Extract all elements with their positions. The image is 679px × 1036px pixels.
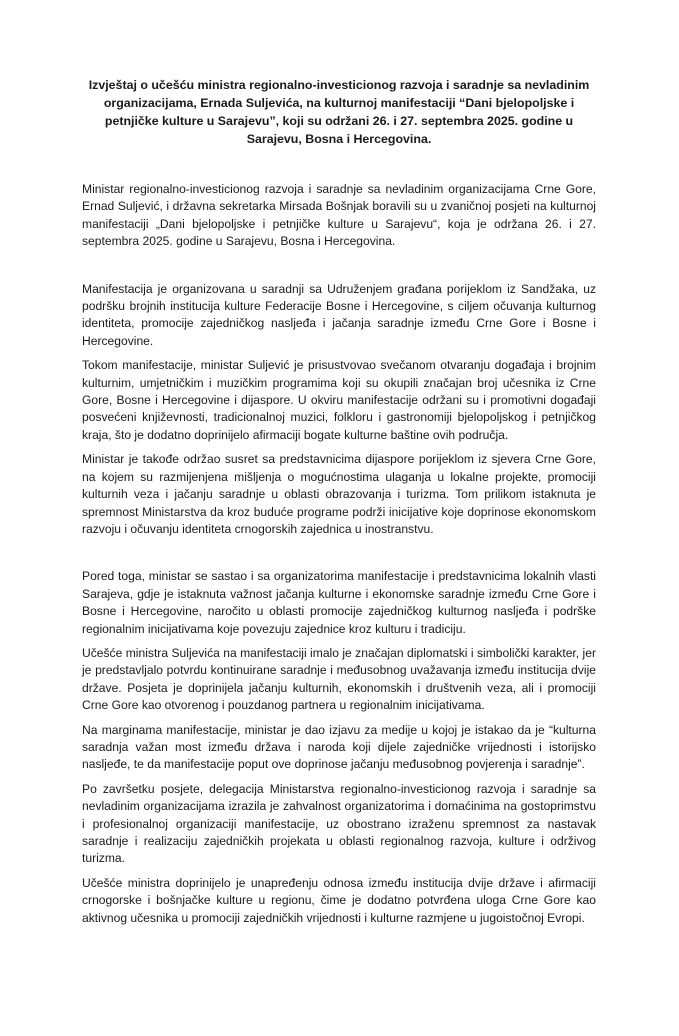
paragraph-gratitude: Po završetku posjete, delegacija Ministarstva regionalno-investicionog razvoja i saradnje sa nevladinim organizacijama izrazila je zahvalnost organizatorima i domaćinima na gostoprimstvu i profesionalnoj organizaciji manifestacije, uz obostrano izraženu spremnost za nastavak saradnje i realizaciju zajedničkih projekata u oblasti regionalnog razvoja, kulture i održivog turizma. [82,781,596,866]
paragraph-diaspora-meeting: Ministar je takođe održao susret sa predstavnicima dijaspore porijeklom iz sjevera Crne Gore, na kojem su razmijenjena mišljenja o mogućnostima ulaganja u lokalne projekte, promociji kulturnih veza i jačanju saradnje u oblasti obrazovanja i turizma. Tom prilikom istaknuta je spremnost Ministarstva da kroz buduće programe podrži inicijative koje doprinose ekonomskom razvoju i očuvanju identiteta crnogorskih zajednica u inostranstvu. [82,452,596,536]
paragraph-intro: Ministar regionalno-investicionog razvoja i saradnje sa nevladinim organizacijama Crne Gore, Ernad Suljević, i državna sekretarka Mirsada Bošnjak boravili su u zvaničnoj posjeti na kulturnoj manifestaciji „Dani bjelopoljske i petnjičke kulture u Sarajevu“, koja je održana 26. i 27. septembra 2025. godine u Sarajevu, Bosna i Hercegovina. [82,182,596,249]
document-page [0,76,679,1036]
paragraph-diplomatic-significance: Učešće ministra Suljevića na manifestaciji imalo je značajan diplomatski i simbolički karakter, jer je predstavljalo potvrdu kontinuirane saradnje i međusobnog uvažavanja između institucija dvije države. Posjeta je doprinijela jačanju kulturnih, ekonomskih i društvenih veza, ali i promociji Crne Gore kao otvorenog i pouzdanog partnera u regionalnim inicijativama. [82,645,596,713]
paragraph-media-statement: Na marginama manifestacije, ministar je dao izjavu za medije u kojoj je istakao da je “kulturna saradnja važan most između država i naroda koji dijele zajedničke vrijednosti i istorijsko nasljeđe, te da manifestacije poput ove doprinose jačanju međusobnog povjerenja i saradnje”. [82,722,596,772]
document-title: Izvještaj o učešću ministra regionalno-investicionog razvoja i saradnje sa nevladinim organizacijama, Ernada Suljevića, na kulturnoj manifestaciji “Dani bjelopoljske i petnjičke kulture u Sarajevu”, koji su održani 26. i 27. septembra 2025. godine u Sarajevu, Bosna i Hercegovina. [88,78,590,146]
paragraph-conclusion: Učešće ministra doprinijelo je unapređenju odnosa između institucija dvije države i afirmaciji crnogorske i bošnjačke kulture u regionu, čime je dodatno potvrđena uloga Crne Gore kao aktivnog učesnika u promociji zajedničkih vrijednosti i kulturne razmjene u jugoistočnoj Evropi. [82,875,596,925]
paragraph-local-authorities: Pored toga, ministar se sastao i sa organizatorima manifestacije i predstavnicima lokalnih vlasti Sarajeva, gdje je istaknuta važnost jačanja kulturne i ekonomske saradnje između Crne Gore i Bosne i Hercegovine, naročito u oblasti promocije zajedničkog kulturnog nasljeđa i podrške regionalnim inicijativama koje povezuju zajednice kroz kulturu i tradiciju. [82,569,596,636]
paragraph-opening: Tokom manifestacije, ministar Suljević je prisustvovao svečanom otvaranju događaja i brojnim kulturnim, umjetničkim i muzičkim programima koji su okupili značajan broj učesnika iz Crne Gore, Bosne i Hercegovine i dijaspore. U okviru manifestacije održani su i promotivni događaji posvećeni književnosti, tradicionalnoj muzici, folkloru i gastronomiji bjelopoljskog i petnjičkog kraja, što je dodatno doprinijelo afirmaciji bogate kulturne baštine ovih područja. [82,358,596,442]
paragraph-organization: Manifestacija je organizovana u saradnji sa Udruženjem građana porijeklom iz Sandžaka, uz podršku brojnih institucija kulture Federacije Bosne i Hercegovine, s ciljem očuvanja kulturnog identiteta, promocije zajedničkog nasljeđa i jačanja saradnje između Crne Gore i Bosne i Hercegovine. [82,281,596,348]
